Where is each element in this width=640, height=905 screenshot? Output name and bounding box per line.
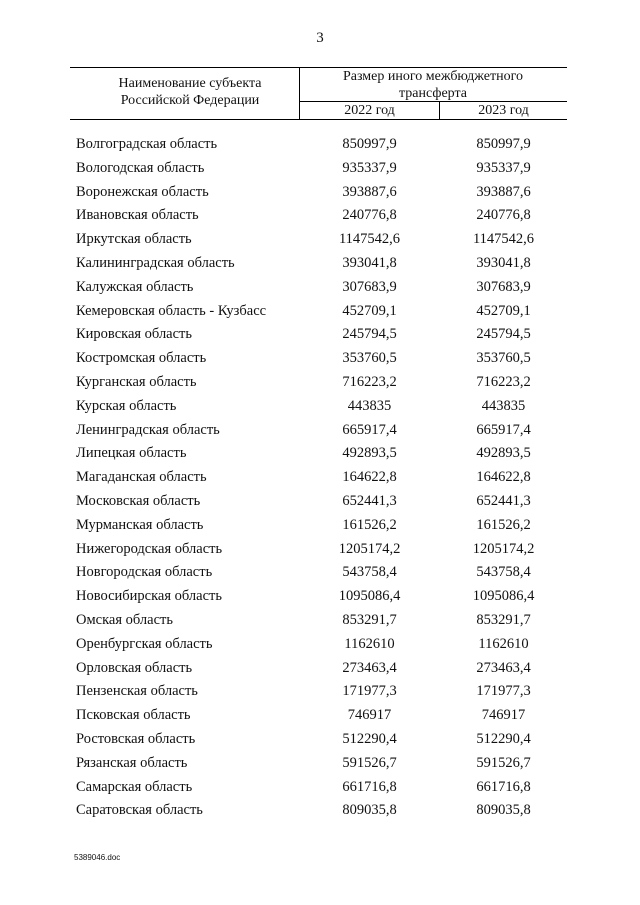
value-2022: 853291,7 xyxy=(342,611,397,628)
table-row xyxy=(0,705,640,729)
table-row xyxy=(0,777,640,801)
value-2022: 661716,8 xyxy=(342,778,397,795)
region-name: Ивановская область xyxy=(76,207,199,224)
region-name: Воронежская область xyxy=(76,183,209,200)
region-name: Самарская область xyxy=(76,778,193,795)
header-subject-label: Наименование субъекта Российской Федерации xyxy=(118,76,262,108)
table-row xyxy=(0,396,640,420)
region-name: Костромская область xyxy=(76,350,207,367)
region-name: Псковская область xyxy=(76,707,191,724)
value-2022: 1162610 xyxy=(344,635,395,652)
region-name: Ленинградская область xyxy=(76,421,220,438)
header-year-2023: 2023 год xyxy=(478,103,529,118)
value-2023: 543758,4 xyxy=(476,564,531,581)
value-2023: 1147542,6 xyxy=(472,231,535,248)
table-body xyxy=(0,134,640,824)
value-2022: 591526,7 xyxy=(342,754,397,771)
table-row xyxy=(0,467,640,491)
region-name: Курганская область xyxy=(76,373,197,390)
value-2022: 935337,9 xyxy=(342,159,397,176)
region-name: Новосибирская область xyxy=(76,588,222,605)
value-2022: 1205174,2 xyxy=(338,540,401,557)
header-transfer-label: Размер иного межбюджетного трансферта xyxy=(342,69,524,101)
value-2022: 161526,2 xyxy=(342,516,397,533)
table-row xyxy=(0,562,640,586)
value-2022: 1095086,4 xyxy=(338,588,401,605)
region-name: Кемеровская область - Кузбасс xyxy=(76,302,267,319)
value-2023: 1205174,2 xyxy=(472,540,535,557)
value-2023: 164622,8 xyxy=(476,469,531,486)
value-2022: 443835 xyxy=(347,397,392,414)
region-name: Иркутская область xyxy=(76,231,192,248)
region-name: Калининградская область xyxy=(76,254,235,271)
region-name: Волгоградская область xyxy=(76,136,218,152)
region-name: Нижегородская область xyxy=(76,540,223,557)
value-2023: 716223,2 xyxy=(476,373,531,390)
value-2022: 652441,3 xyxy=(342,492,397,509)
value-2022: 850997,9 xyxy=(342,136,397,152)
value-2023: 935337,9 xyxy=(476,159,531,176)
value-2022: 245794,5 xyxy=(342,326,397,343)
region-name: Омская область xyxy=(76,611,173,628)
footer-file-name: 5389046.doc xyxy=(74,853,121,862)
value-2023: 661716,8 xyxy=(476,778,531,795)
value-2023: 746917 xyxy=(481,707,526,724)
header-year-2022: 2022 год xyxy=(344,103,395,118)
page-number: 3 xyxy=(316,30,324,46)
table-row xyxy=(0,253,640,277)
table-row xyxy=(0,681,640,705)
value-2022: 273463,4 xyxy=(342,659,397,676)
value-2022: 240776,8 xyxy=(342,207,397,224)
value-2022: 543758,4 xyxy=(342,564,397,581)
table-row xyxy=(0,658,640,682)
value-2023: 245794,5 xyxy=(476,326,531,343)
header-bottom-rule xyxy=(70,119,567,120)
value-2022: 809035,8 xyxy=(342,802,397,819)
value-2022: 353760,5 xyxy=(342,350,397,367)
table-row xyxy=(0,729,640,753)
table-row xyxy=(0,372,640,396)
region-name: Калужская область xyxy=(76,278,194,295)
value-2023: 850997,9 xyxy=(476,136,531,152)
table-row xyxy=(0,586,640,610)
table-row xyxy=(0,753,640,777)
value-2023: 492893,5 xyxy=(476,445,531,462)
value-2022: 665917,4 xyxy=(342,421,397,438)
value-2023: 665917,4 xyxy=(476,421,531,438)
value-2023: 171977,3 xyxy=(476,683,531,700)
region-name: Кировская область xyxy=(76,326,193,343)
value-2023: 809035,8 xyxy=(476,802,531,819)
value-2022: 393887,6 xyxy=(342,183,397,200)
region-name: Вологодская область xyxy=(76,159,205,176)
value-2023: 353760,5 xyxy=(476,350,531,367)
region-name: Саратовская область xyxy=(76,802,203,819)
value-2022: 716223,2 xyxy=(342,373,397,390)
table-row xyxy=(0,610,640,634)
region-name: Рязанская область xyxy=(76,754,188,771)
region-name: Курская область xyxy=(76,397,177,414)
value-2022: 171977,3 xyxy=(342,683,397,700)
table-row xyxy=(0,443,640,467)
value-2023: 452709,1 xyxy=(476,302,531,319)
value-2023: 1095086,4 xyxy=(472,588,535,605)
value-2022: 452709,1 xyxy=(342,302,397,319)
value-2023: 240776,8 xyxy=(476,207,531,224)
region-name: Московская область xyxy=(76,492,201,509)
value-2023: 591526,7 xyxy=(476,754,531,771)
table-row xyxy=(0,324,640,348)
region-name: Пензенская область xyxy=(76,683,198,700)
table-row xyxy=(0,134,640,158)
table-row xyxy=(0,539,640,563)
value-2022: 746917 xyxy=(347,707,392,724)
table-row xyxy=(0,634,640,658)
table-row xyxy=(0,158,640,182)
value-2023: 161526,2 xyxy=(476,516,531,533)
region-name: Магаданская область xyxy=(76,469,207,486)
region-name: Орловская область xyxy=(76,659,193,676)
table-row xyxy=(0,800,640,824)
value-2022: 492893,5 xyxy=(342,445,397,462)
table-row xyxy=(0,182,640,206)
value-2023: 1162610 xyxy=(478,635,529,652)
table-row xyxy=(0,205,640,229)
table-row xyxy=(0,229,640,253)
value-2022: 164622,8 xyxy=(342,469,397,486)
table-row xyxy=(0,301,640,325)
value-2023: 307683,9 xyxy=(476,278,531,295)
value-2022: 512290,4 xyxy=(342,730,397,747)
value-2022: 1147542,6 xyxy=(338,231,401,248)
value-2023: 853291,7 xyxy=(476,611,531,628)
table-row xyxy=(0,348,640,372)
value-2023: 273463,4 xyxy=(476,659,531,676)
value-2023: 652441,3 xyxy=(476,492,531,509)
table-row xyxy=(0,515,640,539)
region-name: Новгородская область xyxy=(76,564,213,581)
region-name: Липецкая область xyxy=(76,445,187,462)
value-2023: 443835 xyxy=(481,397,526,414)
region-name: Мурманская область xyxy=(76,516,204,533)
value-2023: 512290,4 xyxy=(476,730,531,747)
table-row xyxy=(0,277,640,301)
value-2022: 307683,9 xyxy=(342,278,397,295)
value-2022: 393041,8 xyxy=(342,254,397,271)
region-name: Ростовская область xyxy=(76,730,196,747)
region-name: Оренбургская область xyxy=(76,635,213,652)
value-2023: 393887,6 xyxy=(476,183,531,200)
table-row xyxy=(0,420,640,444)
value-2023: 393041,8 xyxy=(476,254,531,271)
table-row xyxy=(0,491,640,515)
